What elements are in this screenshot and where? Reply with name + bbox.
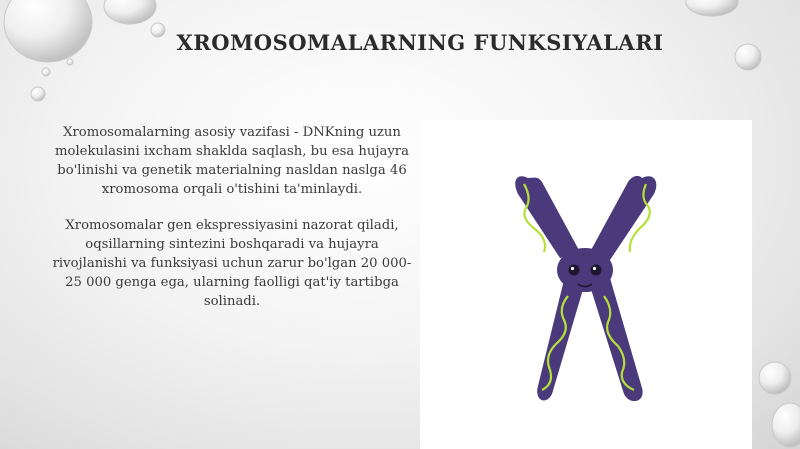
droplet: [104, 0, 156, 24]
chromosome-illustration: [420, 120, 752, 449]
droplet: [759, 362, 791, 394]
chromosome-arm-upper-right: [590, 176, 656, 260]
droplet: [42, 68, 50, 76]
chromosome-toy-image: [420, 120, 752, 449]
droplet: [31, 87, 45, 101]
slide-title: XROMOSOMALARNING FUNKSIYALARI: [176, 30, 664, 55]
droplet: [4, 0, 92, 62]
droplet: [686, 0, 738, 16]
droplet: [772, 403, 800, 447]
paragraph-storage-function: Xromosomalarning asosiy vazifasi - DNKning uzun molekulasini ixcham shaklda saqlash, bu esa hujayra bo'linishi va genetik materialning nasldan naslga 46 xromosoma orqali o'tishini ta'minlaydi.: [55, 125, 409, 197]
left-eye: [569, 265, 580, 276]
slide-body: [52, 123, 412, 328]
right-eye: [591, 265, 602, 276]
chromosome-arm-lower-right: [590, 278, 643, 401]
droplet: [735, 44, 761, 70]
paragraph-gene-expression: Xromosomalar gen ekspressiyasini nazorat qiladi, oqsillarning sintezini boshqaradi va hujayra rivojlanishi va funksiyasi uchun zarur bo'lgan 20 000-25 000 genga ega, ularning faolligi qat'iy tartibga solinadi.: [52, 218, 412, 309]
droplet: [67, 59, 73, 65]
